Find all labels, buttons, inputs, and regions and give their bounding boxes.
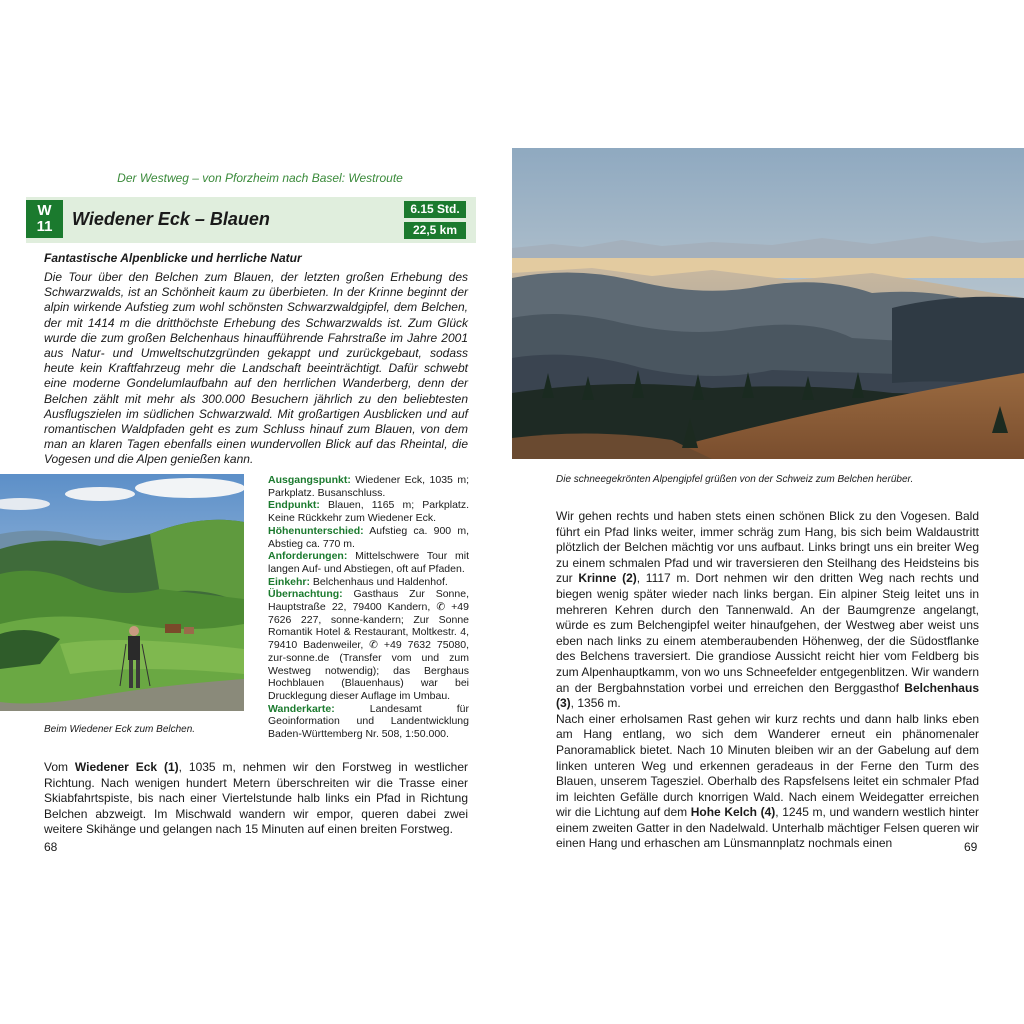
text-run: Wir gehen rechts und haben stets einen schönen Blick zu den Vogesen. Bald führt ein Pfad links weiter, immer schräg zum Hang, bis sich beim Waldaustritt plötzlich der Belchen mächtig vor uns aufbaut. Links bringt uns ein breiter Weg zu einem schmalen Pfad und wir traversieren den Steilhang des Heidsteins bis zur — [556, 509, 979, 586]
info-key-map: Wanderkarte: — [268, 702, 335, 715]
hiker-photo — [0, 474, 244, 711]
distance-badge: 22,5 km — [404, 222, 466, 239]
info-value-food: Belchenhaus und Haldenhof. — [310, 575, 448, 588]
waypoint-label: Hohe Kelch (4) — [690, 805, 776, 820]
info-value-elevation: Aufstieg ca. 900 m, Abstieg ca. 770 m. — [268, 524, 469, 550]
body-text-right — [556, 509, 979, 852]
info-value-start: Wiedener Eck, 1035 m; Parkplatz. Busanschluss. — [268, 474, 469, 499]
waypoint-label: Belchenhaus (3) — [556, 680, 979, 711]
tour-info-box — [268, 474, 469, 741]
info-value-end: Blauen, 1165 m; Parkplatz. Keine Rückkehr zum Wiedener Eck. — [268, 499, 469, 525]
info-key-end: Endpunkt: — [268, 499, 320, 512]
text-run: , 1117 m. Dort nehmen wir den dritten Weg nach rechts und biegen wenig später wieder nach links bergan. Ein alpiner Steig leitet uns in mehreren Kehren durch den Tannenwald. An der Baumgrenze angelangt, würde es zum Belchengipfel weiter hinaufgehen, der Westweg aber weist uns eben nach links zu einem atemberaubenden Höhenweg, der die Südostflanke des Belchens traversiert. Die grandiose Aussicht reicht hier vom Feldberg bis zum Alpenhauptkamm, von wo uns Schneefelder entgegenblitzen. Wir wandern an der Bergbahnstation vorbei und erreichen den Berggasthof — [556, 571, 979, 695]
tour-subtitle: Fantastische Alpenblicke und herrliche Natur — [44, 251, 302, 265]
page-number-left: 68 — [44, 840, 58, 854]
alpine-panorama-photo — [512, 148, 1024, 459]
info-value-map: Landesamt für Geoinformation und Landentwicklung Baden-Württemberg Nr. 508, 1:50.000. — [268, 702, 469, 741]
info-value-lodging: Gasthaus Zur Sonne, Hauptstraße 22, 79400 Kandern, ✆ +49 7626 227, sonne-kandern; Zur Sonne Romantik Hotel & Restaurant, Moltkestr. 4, 79410 Badenweiler, ✆ +49 7632 75080, zur-sonne.de (Transfer vom und zum Westweg notwendig); das Berghaus Hochblauen (Blauenhaus) war bei Drucklegung dieser Auflage im Umbau. — [268, 588, 469, 702]
info-value-requirements: Mittelschwere Tour mit langen Auf- und Abstiegen, oft auf Pfaden. — [268, 550, 469, 575]
duration-badge: 6.15 Std. — [404, 201, 466, 218]
body-text-left — [44, 760, 468, 838]
tour-code-letter: W — [37, 202, 52, 219]
info-key-food: Einkehr: — [268, 575, 311, 588]
waypoint-label: Wiedener Eck (1) — [74, 760, 179, 774]
text-run: , 1356 m. Nach einer erholsamen Rast gehen wir kurz rechts und dann halb links eben am Hang entlang, wo sich dem Wanderer erneut ein phänomenaler Panoramablick bietet. Nach 10 Minuten bleiben wir an der Gabelung auf dem linken unteren Weg und erkennen geradeaus in der Ferne den Turm des Blauen, unserem Tagesziel. Oberhalb des Rapsfelsens leitet ein schmaler Pfad im leichten Gefälle durch knorrigen Wald. Nach einem Weidegatter erreichen wir die Lichtung auf dem — [556, 696, 979, 820]
tour-title: Wiedener Eck – Blauen — [72, 209, 270, 229]
info-key-requirements: Anforderungen: — [268, 550, 348, 563]
info-key-start: Ausgangspunkt: — [268, 474, 351, 486]
text-run: , 1035 m, nehmen wir den Forstweg in westlicher Richtung. Nach wenigen hundert Metern überschreiten wir die Trasse einer Skiabfahrtspiste, bis nach einer Viertelstunde halb links ein Pfad in Richtung Belchen abzweigt. Im Mischwald wandern wir empor, queren dabei zwei weitere Skihänge und gelangen nach 15 Minuten auf einen breiten Forstweg. — [44, 760, 468, 837]
hiker-photo-caption: Beim Wiedener Eck zum Belchen. — [44, 724, 196, 735]
waypoint-label: Krinne (2) — [578, 571, 637, 586]
page-number-right: 69 — [964, 840, 978, 854]
text-run: , 1245 m, und wandern westlich hinter einem zweiten Gatter in den Nadelwald. Unterhalb mächtiger Felsen queren wir einen Hang und erhaschen am Lünsmannplatz nochmals einen — [556, 805, 979, 851]
series-title: Der Westweg – von Pforzheim nach Basel: Westroute — [117, 171, 403, 185]
panorama-photo-caption: Die schneegekrönten Alpengipfel grüßen von der Schweiz zum Belchen herüber. — [556, 474, 914, 485]
tour-code-number: 11 — [36, 218, 53, 235]
text-run: Vom — [44, 760, 75, 774]
info-key-elevation: Höhenunterschied: — [268, 524, 364, 537]
info-key-lodging: Übernachtung: — [268, 588, 343, 601]
intro-paragraph: Die Tour über den Belchen zum Blauen, der letzten großen Erhebung des Schwarzwalds, ist an Schönheit kaum zu überbieten. In der Krinne beginnt der alpin wirkende Aufstieg zum wohl schönsten Schwarzwaldgipfel, dem Belchen, der mit 1414 m die dritthöchste Erhebung des Schwarzwalds ist. Zum Glück wurde die zum großen Belchenhaus hinaufführende Fahrstraße im Jahre 2001 aus Natur- und Umweltschutzgründen gekappt und zurückgebaut, sodass heute kein Kraftfahrzeug mehr die Landschaft beeinträchtigt. Dafür schwebt eine moderne Gondelumlaufbahn auf den herrlichen Wanderberg, denn der Belchen zählt mit mehr als 300.000 Besuchern jährlich zu den beliebtesten Ausflugszielen im südlichen Schwarzwald. Mit großartigen Ausblicken und auf romantischen Waldpfaden geht es zum Schluss hinauf zum Blauen, von dem man an klaren Tagen ebenfalls einen wundervollen Blick auf das Rheintal, die Vogesen und die Alpen genießen kann. — [44, 270, 468, 467]
tour-code-badge — [26, 200, 63, 238]
